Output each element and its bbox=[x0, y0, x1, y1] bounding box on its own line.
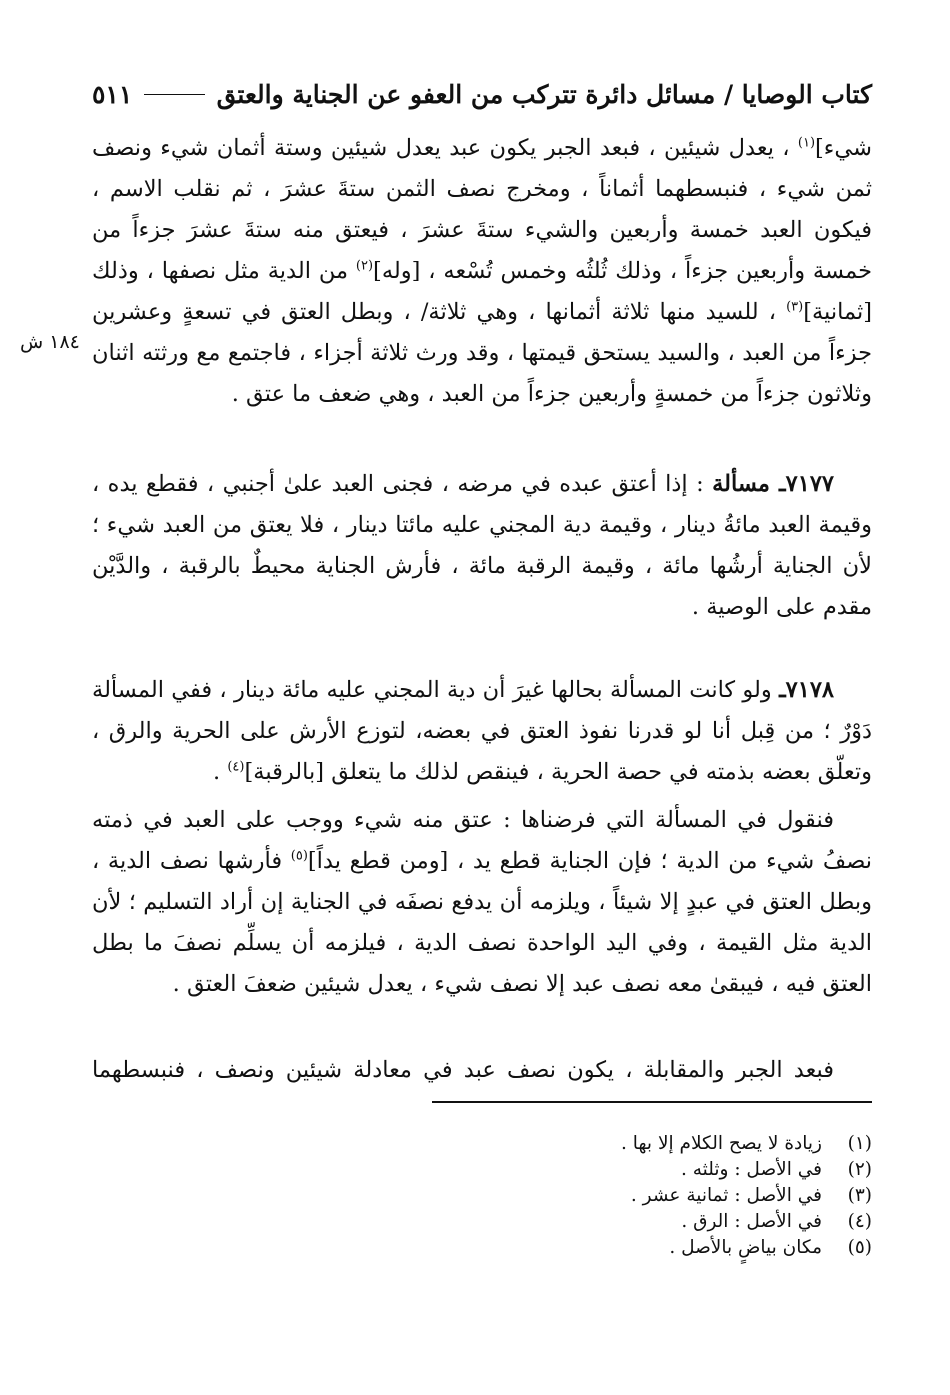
running-header bbox=[92, 74, 872, 114]
p2-text: : إذا أعتق عبده في مرضه ، فجنى العبد علىٰ أجنبي ، فقطع يده ، وقيمة العبد مائةُ دينار ، وقيمة دية المجني عليه مائتا دينار ، فلا يعتق من العبد شيء ؛ لأن الجناية أرشُها مائة ، وقيمة الرقبة مائة ، فأرش الجناية محيطٌ بالرقبة ، والدَّيْن مقدم على الوصية . bbox=[92, 471, 872, 620]
paragraph-7178 bbox=[92, 670, 872, 793]
footnote-text: في الأصل : ثمانية عشر . bbox=[630, 1185, 822, 1206]
issue-label-7177: ٧١٧٧ـ مسألة bbox=[712, 471, 834, 497]
p4-text-1: فنقول في المسألة التي فرضناها : عتق منه شيء ووجب على العبد في ذمته نصفُ شيء من الدية ؛ فإن الجناية قطع يد ، [ومن قطع يداً] bbox=[92, 807, 872, 874]
footnote-number: (١) bbox=[847, 1133, 872, 1154]
paragraph-5 bbox=[92, 1050, 872, 1091]
margin-folio-note: ١٨٤ ش bbox=[20, 331, 80, 353]
paragraph-7177 bbox=[92, 464, 872, 628]
page-number: ٥١١ bbox=[92, 79, 133, 109]
footnotes bbox=[400, 1131, 872, 1261]
footnote-number: (٢) bbox=[847, 1159, 872, 1180]
footnote-item bbox=[400, 1131, 872, 1157]
footnote-ref-5[interactable]: (٥) bbox=[290, 848, 308, 864]
p1-text-3: من الدية مثل نصفها ، وذلك [ثمانية] bbox=[92, 258, 872, 325]
footnote-number: (٣) bbox=[847, 1185, 872, 1206]
footnote-text: زيادة لا يصح الكلام إلا بها . bbox=[621, 1133, 822, 1154]
p1-text-2: ، يعدل شيئين ، فبعد الجبر يكون عبد يعدل شيئين وستة أثمان شيء ونصف ثمن شيء ، فنبسطهما أثماناً ، ومخرج نصف الثمن ستةَ عشرَ ، ثم نقلب الاسم ، فيكون العبد خمسة وأربعين والشيء ستةَ عشرَ ، فيعتق منه ستةَ عشرَ جزءاً من خمسة وأربعين جزءاً ، وذلك ثُلثُه وخمس تُسْعه ، [وله] bbox=[92, 135, 872, 284]
header-title: كتاب الوصايا / مسائل دائرة تتركب من العفو عن الجناية والعتق bbox=[216, 79, 872, 109]
p1-text-4: ، للسيد منها ثلاثة أثمانها ، وهي ثلاثة/ ، وبطل العتق في تسعةٍ وعشرين جزءاً من العبد ، والسيد يستحق قيمتها ، وقد ورث ثلاثة أجزاء ، فاجتمع مع ورثته اثنان وثلاثون جزءاً من خمسةٍ وأربعين جزءاً من العبد ، وهي ضعف ما عتق . bbox=[92, 299, 872, 407]
p5-text: فبعد الجبر والمقابلة ، يكون نصف عبد في معادلة شيئين ونصف ، فنبسطهما bbox=[92, 1057, 834, 1083]
footnote-separator bbox=[432, 1101, 872, 1103]
issue-label-7178: ٧١٧٨ـ bbox=[779, 677, 834, 703]
p4-text-2: فأرشها نصف الدية ، وبطل العتق في عبدٍ إلا شيئاً ، ويلزمه أن يدفع نصفَه في الجناية إن أراد التسليم ؛ لأن الدية مثل القيمة ، وفي اليد الواحدة نصف الدية ، فيلزمه أن يسلِّم نصفَ ما بطل العتق فيه ، فيبقىٰ معه نصف عبد إلا نصف شيء ، يعدل شيئين ضعفَ العتق . bbox=[92, 848, 872, 997]
footnote-item bbox=[400, 1209, 872, 1235]
footnote-item bbox=[400, 1157, 872, 1183]
header-rule bbox=[144, 94, 204, 95]
footnote-ref-1[interactable]: (١) bbox=[797, 135, 816, 151]
footnote-number: (٥) bbox=[847, 1237, 872, 1258]
footnote-text: في الأصل : وثلثه . bbox=[680, 1159, 822, 1180]
paragraph-4 bbox=[92, 800, 872, 1005]
footnote-ref-3[interactable]: (٣) bbox=[786, 299, 804, 315]
p3-text: ولو كانت المسألة بحالها غيرَ أن دية المجني عليه مائة دينار ، ففي المسألة دَوْرٌ ؛ من قِبل أنا لو قدرنا نفوذ العتق في بعضه، لتوزع الأرش على الحرية والرق ، وتعلّق بعضه بذمته في حصة الحرية ، فينقص لذلك ما يتعلق [بالرقبة] bbox=[92, 677, 872, 785]
footnote-ref-4[interactable]: (٤) bbox=[227, 759, 245, 775]
p1-text-1: شيء] bbox=[815, 135, 872, 161]
footnote-item bbox=[400, 1235, 872, 1261]
footnote-ref-2[interactable]: (٢) bbox=[355, 258, 374, 274]
p3-end: . bbox=[213, 759, 228, 785]
footnote-text: في الأصل : الرق . bbox=[681, 1211, 822, 1232]
paragraph-1 bbox=[92, 128, 872, 415]
footnote-text: مكان بياضٍ بالأصل . bbox=[669, 1237, 822, 1258]
footnote-item bbox=[400, 1183, 872, 1209]
footnote-number: (٤) bbox=[847, 1211, 872, 1232]
